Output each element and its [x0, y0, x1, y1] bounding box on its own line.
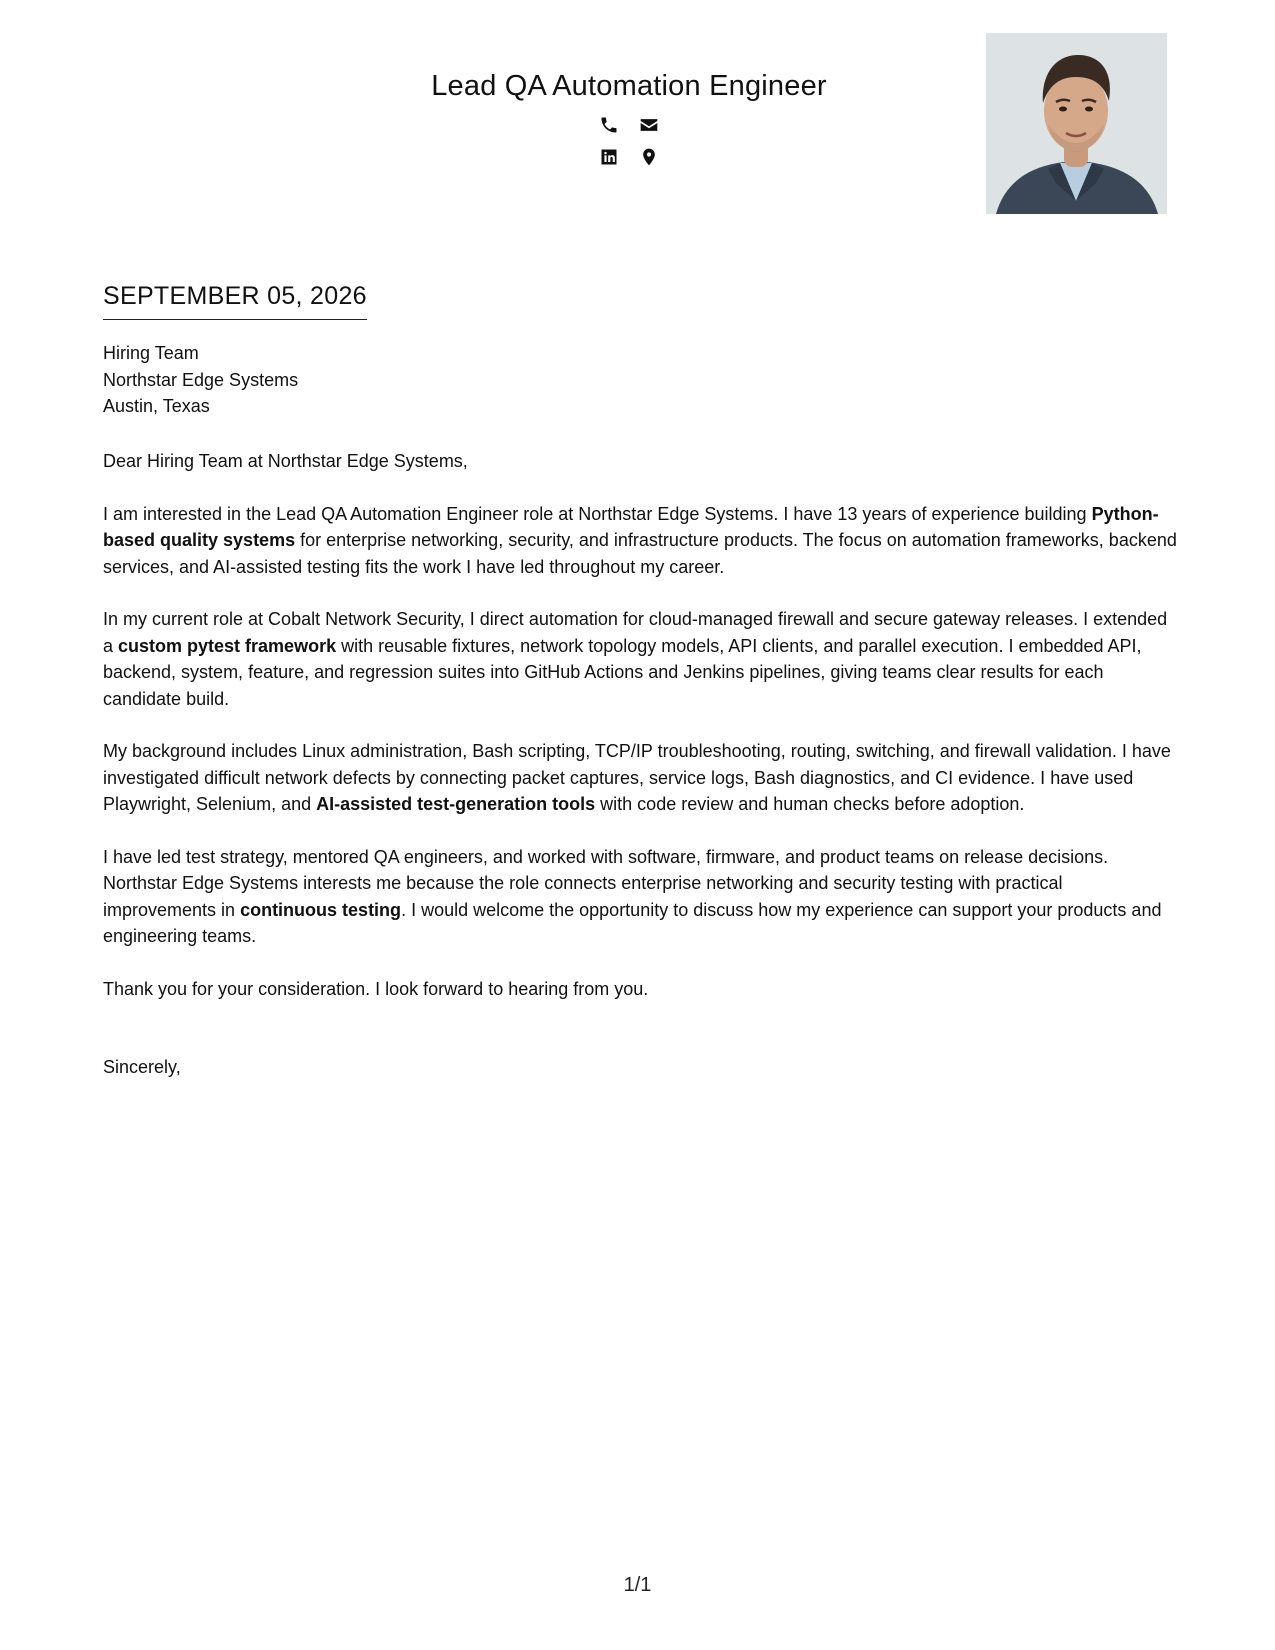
paragraph-text: . I would welcome the opportunity to discuss how my experience can support your products and engineering teams.: [103, 899, 1162, 947]
salutation: Dear Hiring Team at Northstar Edge Systems,: [103, 451, 468, 471]
paragraph-text: with reusable fixtures, network topology models, API clients, and parallel execution. I embedded API, backend, system, feature, and regression suites into GitHub Actions and Jenkins pipelines, giving teams clear results for each candidate build.: [103, 635, 1142, 709]
profile-photo: [986, 33, 1167, 214]
letter-date: SEPTEMBER 05, 2026: [103, 282, 367, 320]
page-number: 1/1: [623, 1574, 652, 1596]
highlight-text: Python-based quality systems: [103, 503, 1159, 551]
highlight-text: continuous testing: [240, 899, 402, 920]
phone-icon[interactable]: [598, 114, 620, 136]
letter-header: [0, 0, 1275, 220]
job-title: Lead QA Automation Engineer: [431, 70, 827, 102]
recipient-company: Northstar Edge Systems: [103, 369, 299, 390]
paragraph-closing: Thank you for your consideration. I look forward to hearing from you.: [103, 979, 649, 1000]
recipient-address: [103, 340, 298, 420]
paragraph-leadership: [103, 844, 1178, 950]
paragraph-background: [103, 738, 1178, 817]
contact-row-bottom: [300, 146, 958, 168]
letter-date-block: [103, 282, 367, 320]
recipient-line: Hiring Team: [103, 343, 199, 363]
highlight-text: custom pytest framework: [118, 635, 337, 656]
letter-body: [103, 448, 1178, 1029]
paragraph-intro: [103, 501, 1178, 580]
location-pin-icon[interactable]: [638, 146, 660, 168]
recipient-location: Austin, Texas: [103, 396, 210, 416]
highlight-text: AI-assisted test-generation tools: [316, 794, 596, 815]
email-icon[interactable]: [638, 114, 660, 136]
paragraph-text: My background includes Linux administration, Bash scripting, TCP/IP troubleshooting, routing, switching, and firewall validation. I have investigated difficult network defects by connecting packet captures, service logs, Bash diagnostics, and CI evidence. I have used Playwright, Selenium, and: [103, 741, 1171, 815]
paragraph-current-role: [103, 606, 1178, 712]
paragraph-text: for enterprise networking, security, and infrastructure products. The focus on automation frameworks, backend services, and AI-assisted testing fits the work I have led throughout my career.: [103, 530, 1177, 577]
contact-row-top: [300, 114, 958, 136]
paragraph-text: with code review and human checks before adoption.: [595, 794, 1025, 815]
paragraph-text: In my current role at Cobalt Network Security, I direct automation for cloud-managed firewall and secure gateway releases. I extended a: [103, 609, 1168, 656]
paragraph-text: I have led test strategy, mentored QA engineers, and worked with software, firmware, and product teams on release decisions. Northstar Edge Systems interests me because the role connects enterprise networking and security testing with practical improvements in: [103, 847, 1109, 920]
signoff: Sincerely,: [103, 1057, 181, 1077]
linkedin-icon[interactable]: [598, 146, 620, 168]
paragraph-text: I am interested in the Lead QA Automation Engineer role at Northstar Edge Systems. I have 13 years of experience building: [103, 503, 1092, 524]
